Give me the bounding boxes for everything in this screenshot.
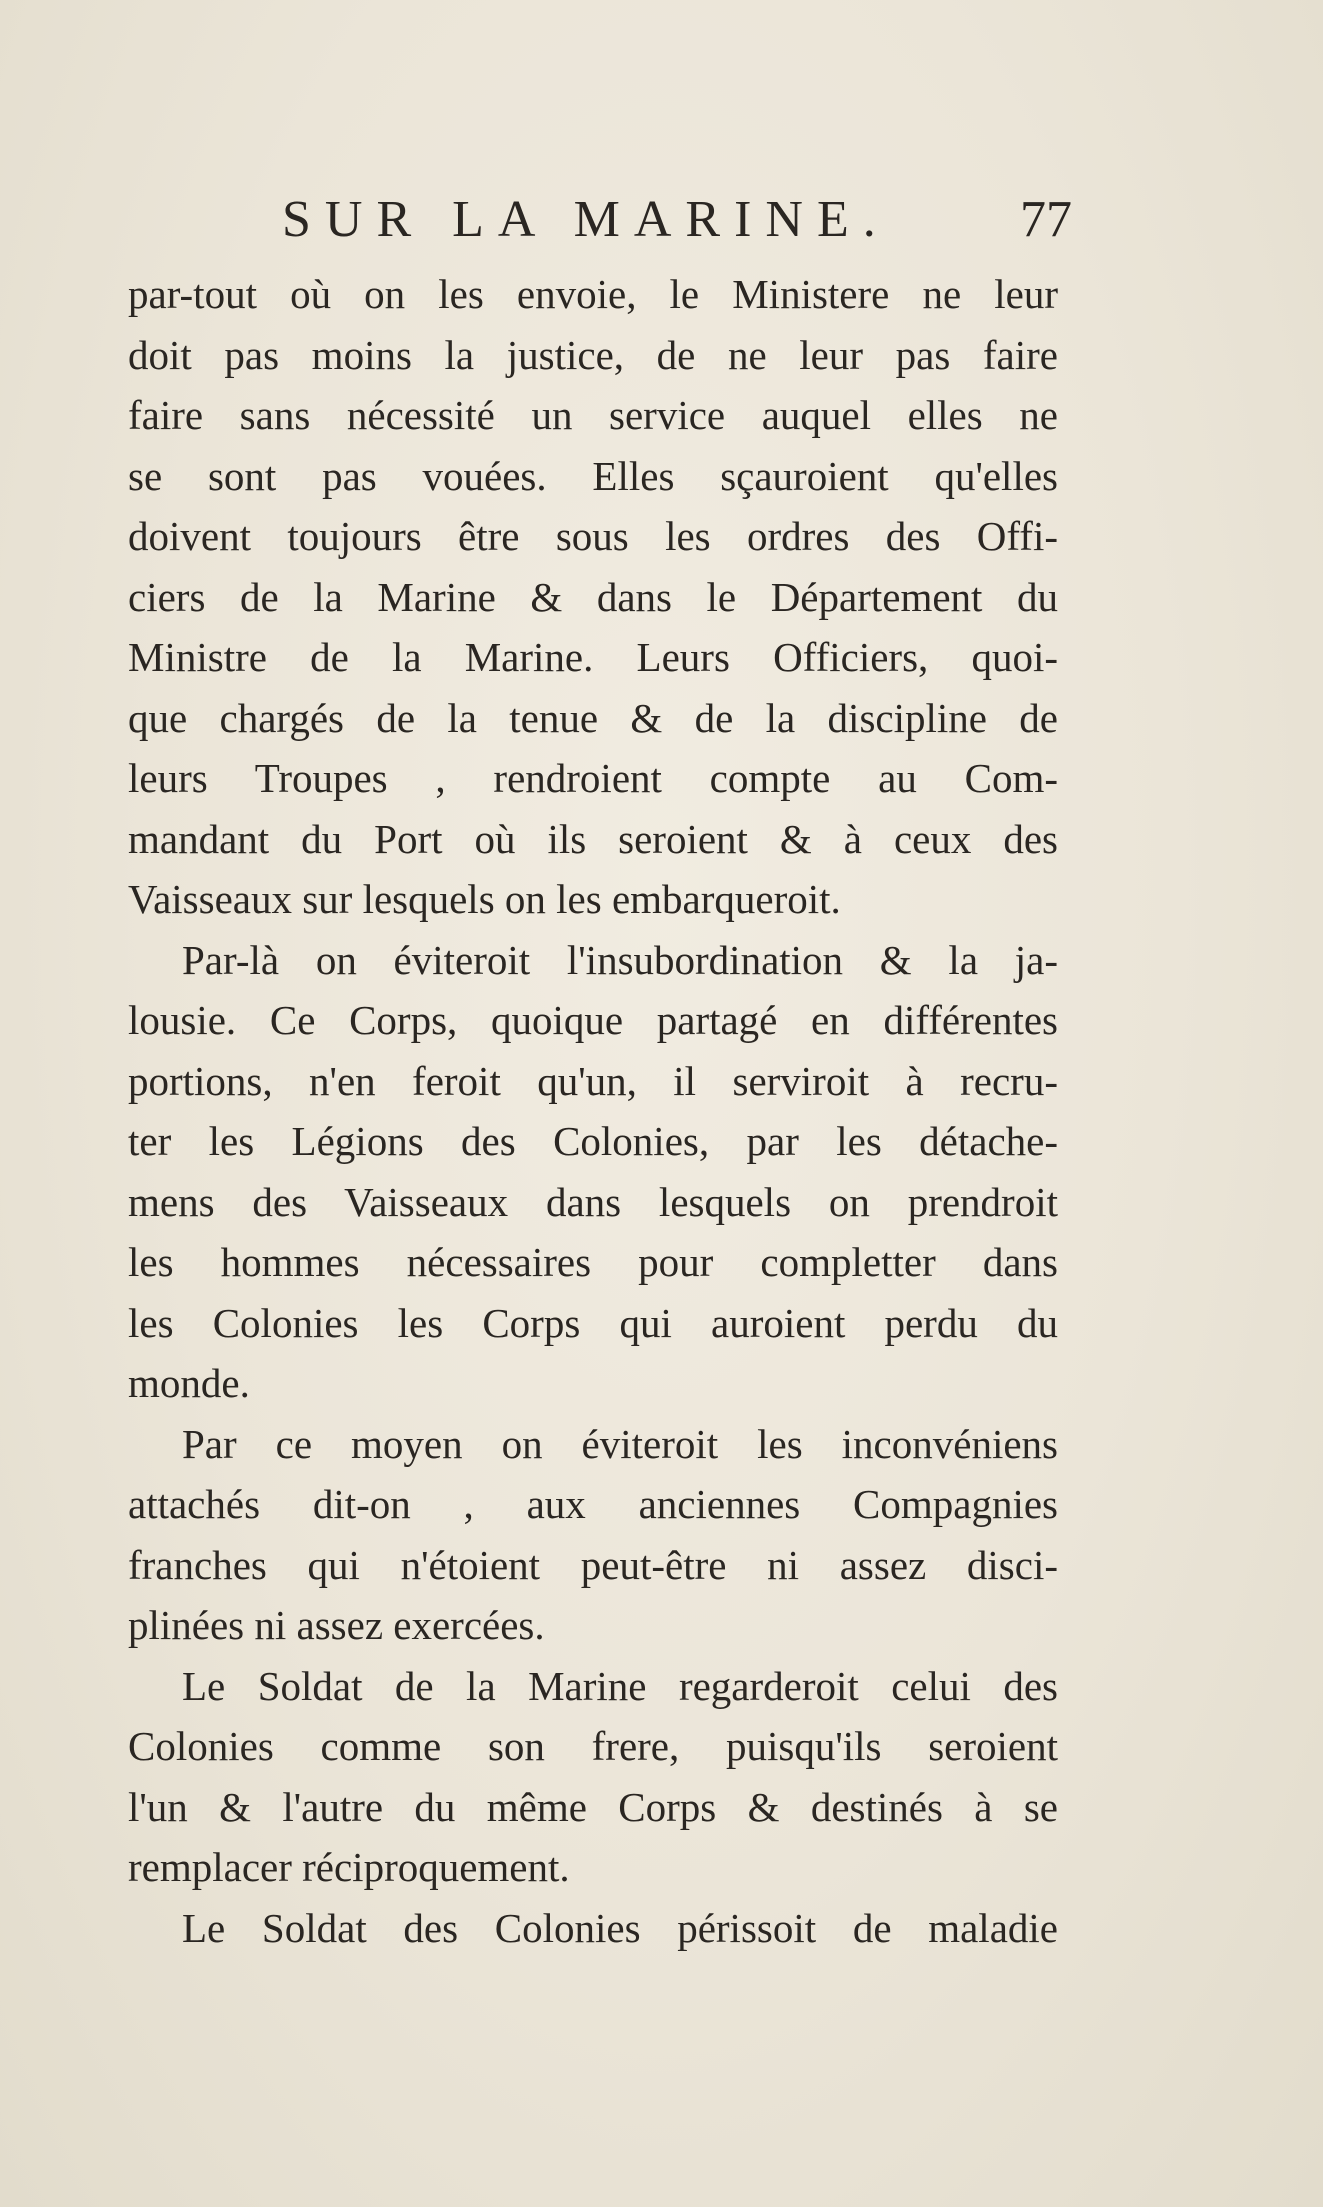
text-line: monde. <box>128 1360 250 1406</box>
text-line: ter les Légions des Colonies, par les détache- <box>128 1118 1058 1164</box>
body-text <box>128 264 1058 1958</box>
text-line: doivent toujours être sous les ordres des Offi- <box>128 513 1058 559</box>
text-line: attachés dit-on , aux anciennes Compagnies <box>128 1481 1058 1527</box>
text-line: par-tout où on les envoie, le Ministere ne leur <box>128 271 1058 317</box>
text-line: les hommes nécessaires pour completter dans <box>128 1239 1058 1285</box>
text-line: leurs Troupes , rendroient compte au Com- <box>128 755 1058 801</box>
text-line: franches qui n'étoient peut-être ni assez disci- <box>128 1541 1058 1588</box>
text-line: Vaisseaux sur lesquels on les embarqueroit. <box>128 876 841 922</box>
text-line: lousie. Ce Corps, quoique partagé en différentes <box>128 997 1058 1043</box>
running-head: SUR LA MARINE. <box>282 191 890 248</box>
text-line: portions, n'en feroit qu'un, il serviroit à recru- <box>128 1057 1058 1104</box>
text-line: que chargés de la tenue & de la discipline de <box>128 694 1058 741</box>
text-line: l'un & l'autre du même Corps & destinés à se <box>128 1783 1058 1830</box>
paragraph-start-line: Le Soldat des Colonies périssoit de maladie <box>182 1904 1058 1951</box>
text-line: Ministre de la Marine. Leurs Officiers, quoi- <box>128 634 1058 680</box>
page-number: 77 <box>1020 191 1072 248</box>
text-line: plinées ni assez exercées. <box>128 1602 545 1648</box>
text-line: ciers de la Marine & dans le Département du <box>128 573 1058 620</box>
text-line: faire sans nécessité un service auquel elles ne <box>128 392 1058 438</box>
text-line: Colonies comme son frere, puisqu'ils seroient <box>128 1723 1058 1769</box>
text-line: doit pas moins la justice, de ne leur pas faire <box>128 331 1058 378</box>
text-line: les Colonies les Corps qui auroient perdu du <box>128 1299 1058 1346</box>
text-line: mandant du Port où ils seroient & à ceux des <box>128 815 1058 862</box>
paragraph-start-line: Le Soldat de la Marine regarderoit celui des <box>182 1662 1058 1709</box>
page-header <box>282 190 1072 250</box>
text-line: mens des Vaisseaux dans lesquels on prendroit <box>128 1178 1058 1225</box>
text-line: remplacer réciproquement. <box>128 1844 570 1890</box>
paragraph-start-line: Par-là on éviteroit l'insubordination & la ja- <box>182 936 1058 983</box>
paragraph-start-line: Par ce moyen on éviteroit les inconvéniens <box>182 1420 1058 1467</box>
text-line: se sont pas vouées. Elles sçauroient qu'elles <box>128 452 1058 499</box>
